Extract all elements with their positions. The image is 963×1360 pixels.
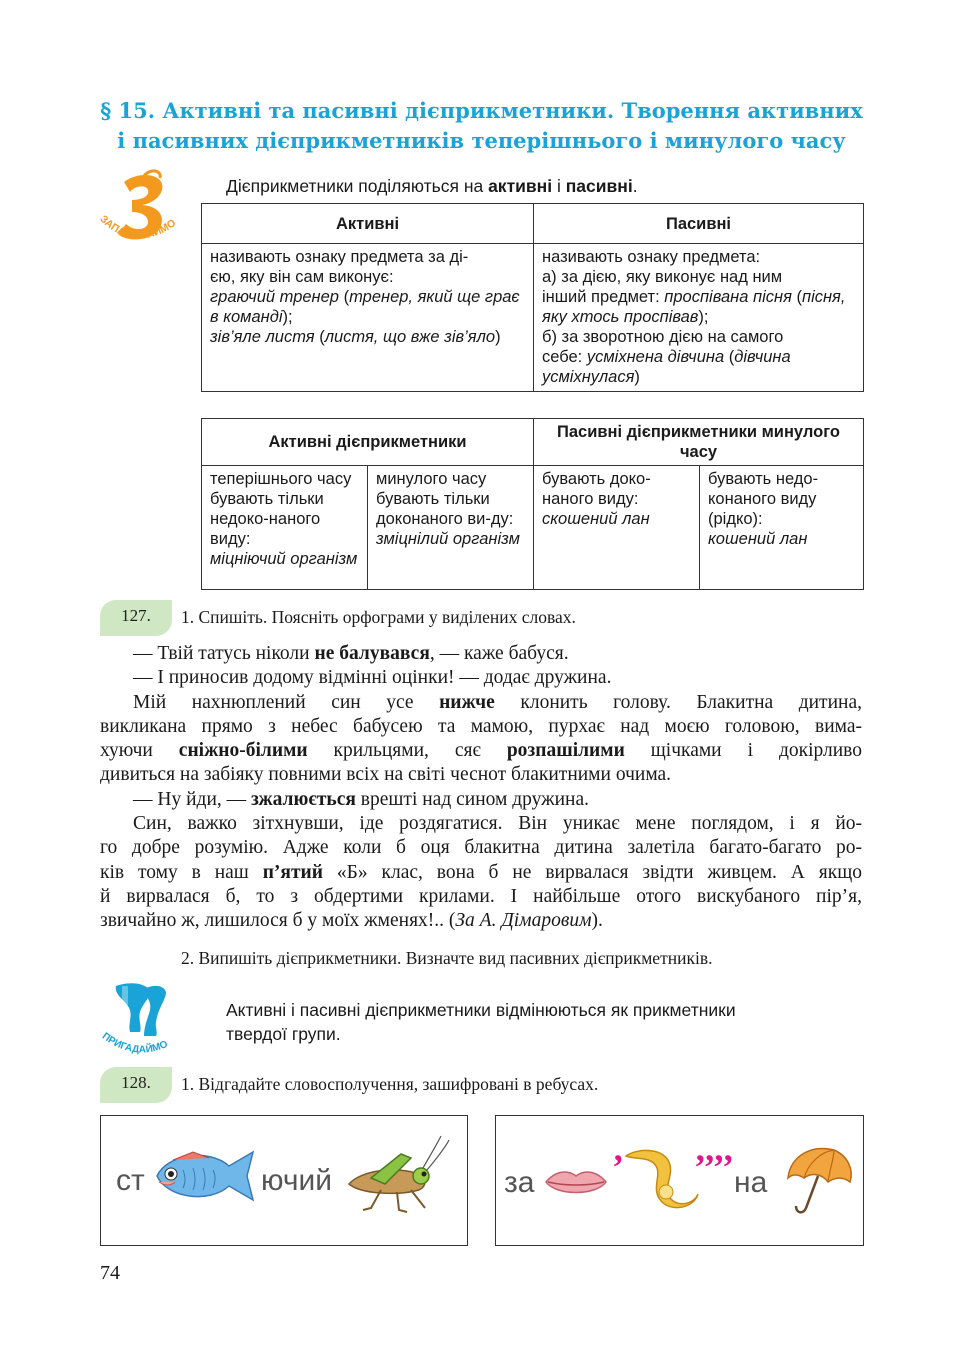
cell-example: скошений лан [542, 510, 650, 528]
cell-perfective-passive [534, 466, 700, 590]
rebus-box-1 [100, 1115, 468, 1246]
active-example-1 [210, 287, 525, 327]
passive-def-line-4: б) за зворотною дією на самого [542, 328, 784, 346]
text: крильцями, сяє [307, 740, 507, 762]
grasshopper-icon [341, 1134, 451, 1214]
example-phrase: граючий тренер [210, 288, 339, 306]
remember-logo [96, 168, 192, 252]
rebus-2-comma: ’ [612, 1147, 624, 1187]
text-line: — І приносив додому відмінні оцінки! — додає дружина. [133, 667, 612, 689]
yellow-swirl-icon [622, 1146, 702, 1212]
highlighted-word: сніжно-білими [178, 740, 308, 762]
rebus-2-commas: ’’’’ [694, 1147, 734, 1187]
exercise-number-badge: 127. [100, 600, 172, 636]
text: — Ну йди, — [133, 788, 251, 810]
active-def-line-2: єю, яку він сам виконує: [210, 268, 394, 286]
svg-text:ПРИГАДАЙМО [100, 1031, 170, 1056]
text-line: дивиться на забіяку повними всіх на світі чеснот блакитними очима. [100, 764, 672, 786]
highlighted-word: п’ятий [262, 861, 324, 883]
passive-def-line-1: називають ознаку предмета: [542, 248, 761, 266]
exercise-127-text [100, 642, 862, 934]
text: інший предмет: [542, 288, 665, 306]
paren: ( [724, 348, 735, 366]
header-active: Активні [202, 204, 534, 244]
text: Мій нахнюплений син усе [133, 691, 440, 713]
title-line-2: і пасивних дієприкметників теперішнього і минулого часу [117, 128, 846, 153]
page-number: 74 [100, 1262, 120, 1284]
text-line: й вирвалася б, то з обдертими крилами. І найбільше отого вискубаного пір’я, [100, 885, 862, 907]
text-line: го добре розумію. Адже коли б оця блакитна дитина залетіла багато-багато ро- [100, 837, 862, 859]
cell-text: бувають доко-наного виду: [542, 470, 651, 508]
active-def-line-1: називають ознаку предмета за ді- [210, 248, 469, 266]
cell-passive-definition [534, 244, 864, 392]
text-line [100, 739, 862, 763]
example-explanation: дівчина усміхнулася [542, 348, 791, 386]
remember-logo-text: ЗАПАМ'ЯТАЙМО [97, 213, 179, 242]
text: ків тому в наш [100, 861, 263, 883]
author-citation: За А. Дімаровим [455, 910, 592, 932]
cell-example: зміцнілий організм [376, 530, 520, 548]
text: щічками і докірливо [624, 740, 862, 762]
paren: ) [495, 328, 501, 346]
rebus-box-2 [495, 1115, 864, 1246]
svg-text:ЗАПАМ'ЯТАЙМО [97, 213, 178, 242]
rebus-1-middle: ючий [261, 1164, 332, 1197]
recall-line-1: Активні і пасивні дієприкметники відмінюються як прикметники [226, 1000, 736, 1020]
example-phrase: зів’яле листя [210, 328, 315, 346]
intro-bold-active: активні [488, 176, 553, 196]
example-phrase: проспівана пісня [664, 288, 792, 306]
text-line [100, 788, 862, 812]
text: хуючи [100, 740, 179, 762]
header-passive: Пасивні [534, 204, 864, 244]
page-title [100, 96, 863, 156]
header-passive-participles: Пасивні дієприкметники минулого часу [534, 419, 864, 466]
text: звичайно ж, лишилося б у моїх жменях!.. ( [100, 910, 456, 932]
exercise-127-task-2: 2. Випишіть дієприкметники. Визначте вид пасивних дієприкметників. [181, 948, 713, 968]
active-passive-table [201, 203, 864, 392]
text: — Твій татусь ніколи [133, 643, 315, 664]
paren: ); [282, 308, 293, 326]
text: , — каже бабуся. [429, 643, 569, 664]
cell-example: міцніючий організм [210, 550, 358, 568]
exercise-127-task-1: 1. Спишіть. Поясніть орфограми у виділених словах. [181, 607, 576, 627]
participle-aspect-table [201, 418, 864, 590]
text-line [100, 909, 862, 933]
umbrella-icon [782, 1142, 856, 1216]
text-line [100, 642, 862, 666]
exercise-number-badge: 128. [100, 1067, 172, 1103]
example-explanation: пісня, яку хтось проспівав [542, 288, 846, 326]
text: ). [591, 910, 603, 932]
recall-logo-text: ПРИГАДАЙМО [100, 1030, 170, 1056]
intro-bold-passive: пасивні [565, 176, 633, 196]
intro-post: . [632, 176, 638, 196]
recall-exclamation-icon [100, 982, 186, 1058]
fish-icon [153, 1146, 259, 1206]
cell-present-active [202, 466, 368, 590]
cell-imperfective-passive [700, 466, 864, 590]
rebus-1-prefix: ст [116, 1164, 145, 1197]
title-line-1: § 15. Активні та пасивні дієприкметники. Творення активних [100, 98, 863, 123]
text: себе: [542, 348, 587, 366]
intro-sentence [226, 176, 638, 197]
header-active-participles: Активні дієприкметники [202, 419, 534, 466]
text-line [100, 861, 862, 885]
highlighted-word: зжалюється [251, 788, 356, 810]
recall-logo [100, 982, 186, 1058]
recall-rule [226, 998, 736, 1046]
highlighted-word: не балувався [314, 643, 430, 664]
highlighted-word: розпашілими [506, 740, 625, 762]
paren: ( [314, 328, 325, 346]
cell-text: бувають недо-конаного виду (рідко): [708, 470, 819, 528]
passive-def-line-2: а) за дією, яку виконує над ним [542, 268, 783, 286]
rebus-2-suffix: на [734, 1166, 768, 1199]
cell-text: теперішнього часу бувають тільки недоко-наного виду: [210, 470, 352, 548]
cell-active-definition [202, 244, 534, 392]
text: «Б» клас, вона б не вирвалася звідти живцем. А якщо [323, 861, 862, 883]
passive-example-1 [542, 287, 855, 327]
text-line: викликана прямо з небес бабусею та мамою, пурхає над моєю головою, вима- [100, 715, 862, 737]
lips-icon [544, 1164, 608, 1200]
recall-line-2: твердої групи. [226, 1024, 341, 1044]
paren: ) [634, 368, 640, 386]
text-line: Син, важко зітхнувши, іде роздягатися. Він уникає мене поглядом, і я йо- [133, 813, 862, 835]
paren: ( [791, 288, 802, 306]
highlighted-word: нижче [439, 691, 495, 713]
remember-3-icon [96, 168, 192, 252]
cell-example: кошений лан [708, 530, 808, 548]
intro-mid: і [552, 176, 566, 196]
cell-past-active [368, 466, 534, 590]
cell-text: минулого часу бувають тільки доконаного ви-ду: [376, 470, 514, 528]
passive-example-2 [542, 347, 855, 387]
intro-pre: Дієприкметники поділяються на [226, 176, 489, 196]
example-phrase: усміхнена дівчина [586, 348, 725, 366]
active-example-2 [210, 327, 525, 347]
exercise-128-task-1: 1. Відгадайте словосполучення, зашифровані в ребусах. [181, 1074, 599, 1094]
text-line [100, 691, 862, 715]
example-explanation: тренер, який ще грає в команді [210, 288, 520, 326]
paren: ); [698, 308, 709, 326]
example-explanation: листя, що вже зів’яло [324, 328, 496, 346]
paren: ( [338, 288, 350, 306]
rebus-2-prefix: за [504, 1166, 535, 1199]
text: врешті над сином дружина. [355, 788, 590, 810]
text: клонить голову. Блакитна дитина, [494, 691, 862, 713]
